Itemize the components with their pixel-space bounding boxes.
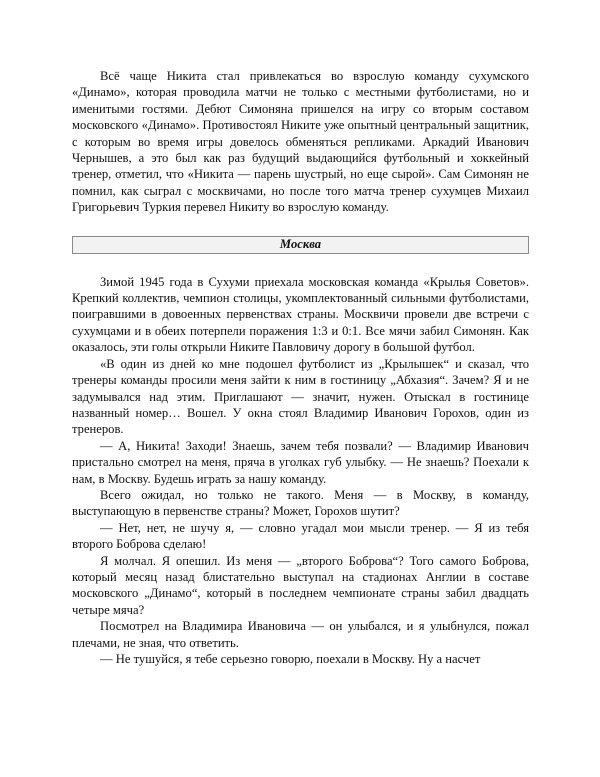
body-paragraph: — А, Никита! Заходи! Знаешь, зачем тебя позвали? — Владимир Иванович пристально смотрел на меня, пряча в уголках губ улыбку. — Не знаешь? Поехали к нам, в Москву. Будешь играть за нашу команду. bbox=[72, 438, 529, 486]
body-paragraph: — Нет, нет, не шучу я, — словно угадал мои мысли тренер. — Я из тебя второго Боброва сделаю! bbox=[72, 520, 529, 552]
body-paragraph: Зимой 1945 года в Сухуми приехала московская команда «Крылья Советов». Крепкий коллектив, чемпион столицы, укомплектованный сильными футболистами, поигравшими в довоенных первенствах страны. Москвичи провели две встречи с сухумцами и в обеих потерпели поражения 1:3 и 0:1. Все мячи забил Симонян. Как оказалось, эти голы открыли Никите Павловичу дорогу в большой футбол. bbox=[72, 274, 529, 355]
intro-paragraph: Всё чаще Никита стал привлекаться во взрослую команду сухумского «Динамо», которая проводила матчи не только с местными футболистами, но и именитыми гостями. Дебют Симоняна пришелся на игру со вторым составом московского «Динамо». Противостоял Никите уже опытный центральный защитник, с которым во время игры довелось обменяться репликами. Аркадий Иванович Чернышев, а это был как раз будущий выдающийся футбольный и хоккейный тренер, отметил, что «Никита — парень шустрый, но еще сырой». Сам Симонян не помнил, как сыграл с москвичами, но после того матча тренер сухумцев Михаил Григорьевич Туркия перевел Никиту во взрослую команду. bbox=[72, 69, 529, 215]
document-page bbox=[72, 68, 529, 667]
body-paragraph: Посмотрел на Владимира Ивановича — он улыбался, и я улыбнулся, пожал плечами, не зная, что ответить. bbox=[72, 619, 529, 650]
section-title: Москва bbox=[279, 237, 322, 252]
section-body bbox=[72, 274, 529, 668]
section-heading bbox=[72, 236, 529, 254]
body-paragraph: «В один из дней ко мне подошел футболист из „Крылышек“ и сказал, что тренеры команды просили меня зайти к ним в гостиницу „Абхазия“. Зачем? Я и не задумывался над этим. Приглашают — значит, нужен. Отыскал в гостинице названный номер… Вошел. У окна стоял Владимир Иванович Горохов, один из тренеров. bbox=[72, 356, 529, 437]
body-paragraph: Всего ожидал, но только не такого. Меня — в Москву, в команду, выступающую в первенстве страны? Может, Горохов шутит? bbox=[72, 487, 529, 519]
body-paragraph: Я молчал. Я опешил. Из меня — „второго Боброва“? Того самого Боброва, который месяц назад блистательно выступал на стадионах Англии в составе московского „Динамо“, который в последнем чемпионате страны забил двадцать четыре мяча? bbox=[72, 553, 529, 617]
body-paragraph: — Не тушуйся, я тебе серьезно говорю, поехали в Москву. Ну а насчет bbox=[100, 652, 481, 666]
